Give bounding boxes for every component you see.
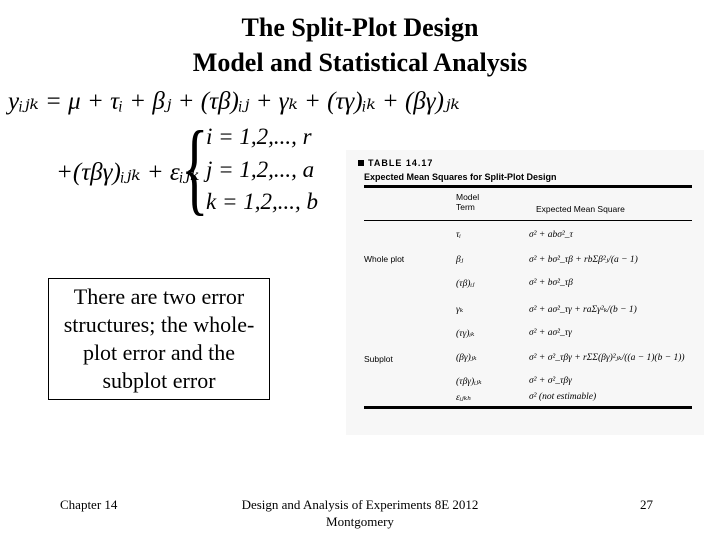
table-row-ems: σ² + σ²_τβγ: [529, 376, 572, 386]
error-structures-callout: There are two error structures; the whole-plot error and the subplot error: [48, 278, 270, 400]
column-header-model-term: Model Term: [456, 192, 480, 212]
table-row-term: (τβγ)ᵢⱼₖ: [456, 377, 482, 387]
index-range-k: k = 1,2,..., b: [206, 189, 318, 214]
model-equation-line1: yᵢⱼₖ = μ + τᵢ + βⱼ + (τβ)ᵢⱼ + γₖ + (τγ)ᵢₖ + (βγ)ⱼₖ: [8, 88, 460, 115]
table-row-ems: σ² + abσ²_τ: [529, 230, 573, 240]
index-range-j: j = 1,2,..., a: [206, 157, 315, 182]
slide-title-line1: The Split-Plot Design: [241, 13, 479, 42]
table-row-ems: σ² + bσ²_τβ: [529, 278, 573, 288]
table-top-rule: [364, 185, 692, 188]
table-row-term: τᵢ: [456, 230, 461, 240]
model-equation-line2: +(τβγ)ᵢⱼₖ + εᵢⱼₖ: [56, 159, 200, 186]
table-row-term: γₖ: [456, 305, 464, 315]
group-label-whole-plot: Whole plot: [364, 254, 405, 264]
table-row-term: (βγ)ⱼₖ: [456, 353, 477, 363]
table-row-ems: σ² + bσ²_τβ + rbΣβ²ⱼ/(a − 1): [529, 255, 638, 265]
table-marker-icon: [358, 160, 364, 166]
ems-table: [346, 150, 704, 435]
table-bottom-rule: [364, 406, 692, 409]
table-caption: Expected Mean Squares for Split-Plot Design: [364, 172, 557, 182]
footer-book-title: Design and Analysis of Experiments 8E 2012 Montgomery: [241, 497, 479, 529]
column-header-ems: Expected Mean Square: [536, 204, 625, 214]
cases-brace: {: [181, 110, 209, 225]
table-header-rule: [364, 220, 692, 221]
slide-title-line2: Model and Statistical Analysis: [192, 48, 528, 77]
footer-chapter: Chapter 14: [60, 497, 118, 512]
table-row-term: βⱼ: [456, 255, 464, 265]
table-row-ems: σ² + aσ²_τγ: [529, 328, 572, 338]
table-row-term: (τβ)ᵢⱼ: [456, 279, 475, 289]
table-row-ems: σ² (not estimable): [529, 392, 597, 402]
table-row-term: (τγ)ᵢₖ: [456, 329, 475, 339]
index-range-i: i = 1,2,..., r: [206, 124, 312, 149]
footer-page-number: 27: [640, 497, 653, 512]
table-row-ems: σ² + aσ²_τγ + raΣγ²ₖ/(b − 1): [529, 305, 637, 315]
table-row-ems: σ² + σ²_τβγ + rΣΣ(βγ)²ⱼₖ/((a − 1)(b − 1)): [529, 353, 685, 363]
table-row-term: εᵢⱼₖₕ: [456, 393, 472, 403]
table-number: TABLE 14.17: [358, 158, 433, 168]
group-label-subplot: Subplot: [364, 354, 393, 364]
